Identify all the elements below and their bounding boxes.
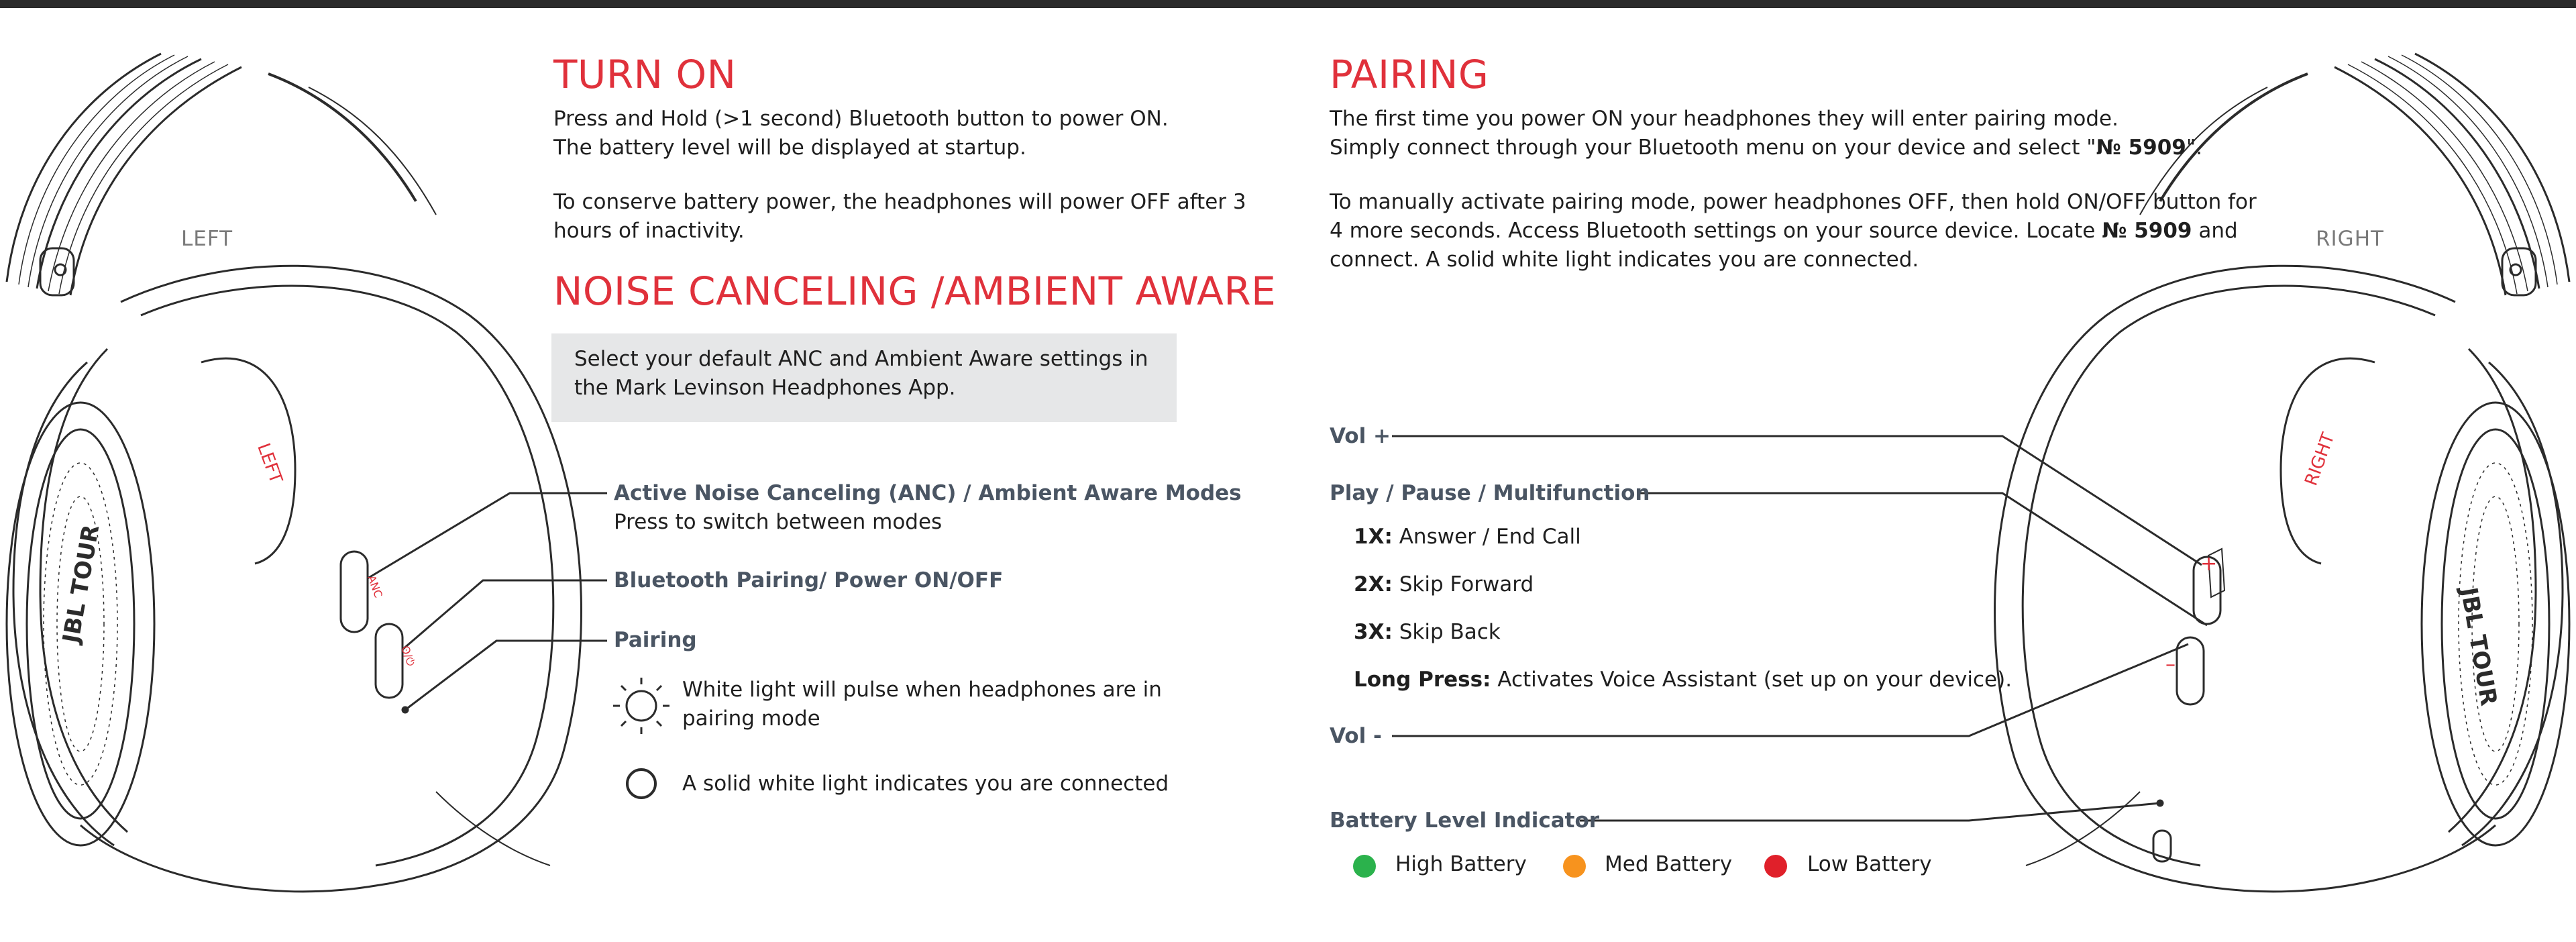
left-cup-label: LEFT (253, 440, 286, 486)
pulse-light-icon (613, 678, 669, 734)
pulse-text-line1: White light will pulse when headphones are in (682, 678, 1162, 702)
app-settings-note (551, 333, 1177, 422)
low-battery-label: Low Battery (1807, 852, 1932, 876)
right-logo: JBL TOUR (2455, 585, 2502, 708)
high-battery-dot (1353, 855, 1376, 878)
med-battery-label: Med Battery (1605, 852, 1733, 876)
pairing-p2-line2: 4 more seconds. Access Bluetooth settings on your source device. Locate № 5909 and (1330, 219, 2238, 243)
high-battery-label: High Battery (1395, 852, 1527, 876)
vol-minus-label: Vol - (1330, 724, 1382, 748)
solid-light-icon (626, 768, 657, 799)
bt-button-mark: ʘ/⏻ (398, 643, 418, 668)
anc-description: Press to switch between modes (614, 510, 943, 534)
turn-on-para2-line1: To conserve battery power, the headphones will power OFF after 3 (553, 190, 1246, 214)
left-logo: JBL TOUR (57, 523, 105, 645)
turn-on-para2-line2: hours of inactivity. (553, 219, 745, 243)
right-side-label: RIGHT (2316, 227, 2384, 251)
right-headband (2140, 54, 2569, 295)
low-battery-dot (1764, 855, 1787, 878)
pairing-title: PAIRING (1330, 52, 1489, 97)
vol-minus-mark: – (2165, 653, 2176, 676)
press-1x: 1X: Answer / End Call (1354, 525, 1581, 549)
press-3x: 3X: Skip Back (1354, 620, 1501, 644)
left-headband (7, 54, 436, 295)
pairing-label: Pairing (614, 628, 697, 652)
app-note-line1: Select your default ANC and Ambient Aware settings in (574, 347, 1148, 371)
vol-plus-mark: + (2200, 552, 2218, 576)
left-callout-lines (368, 493, 607, 710)
pairing-p2-line3: connect. A solid white light indicates you are connected. (1330, 248, 1919, 272)
long-press: Long Press: Activates Voice Assistant (set up on your device). (1354, 668, 2012, 692)
turn-on-title: TURN ON (553, 52, 737, 97)
left-side-label: LEFT (181, 227, 233, 251)
press-2x: 2X: Skip Forward (1354, 572, 1534, 596)
noise-canceling-title: NOISE CANCELING /AMBIENT AWARE (553, 268, 1277, 314)
app-note-line2: the Mark Levinson Headphones App. (574, 376, 956, 400)
pulse-text-line2: pairing mode (682, 706, 820, 731)
med-battery-dot (1563, 855, 1586, 878)
battery-indicator-label: Battery Level Indicator (1330, 808, 1600, 833)
turn-on-para1-line2: The battery level will be displayed at startup. (553, 136, 1026, 160)
pairing-p1-line2: Simply connect through your Bluetooth menu on your device and select "№ 5909". (1330, 136, 2202, 160)
vol-plus-label: Vol + (1330, 424, 1391, 448)
solid-light-text: A solid white light indicates you are connected (682, 772, 1169, 796)
turn-on-para1-line1: Press and Hold (>1 second) Bluetooth button to power ON. (553, 107, 1169, 131)
right-cup-label: RIGHT (2301, 430, 2339, 489)
bluetooth-power-label: Bluetooth Pairing/ Power ON/OFF (614, 568, 1004, 592)
play-pause-label: Play / Pause / Multifunction (1330, 481, 1650, 505)
pairing-p1-line1: The first time you power ON your headphones they will enter pairing mode. (1330, 107, 2118, 131)
anc-label: Active Noise Canceling (ANC) / Ambient Aware Modes (614, 481, 1242, 505)
pairing-p2-line1: To manually activate pairing mode, power headphones OFF, then hold ON/OFF button for (1330, 190, 2257, 214)
right-earcup (1995, 266, 2569, 892)
anc-button-mark: ANC (365, 573, 385, 600)
